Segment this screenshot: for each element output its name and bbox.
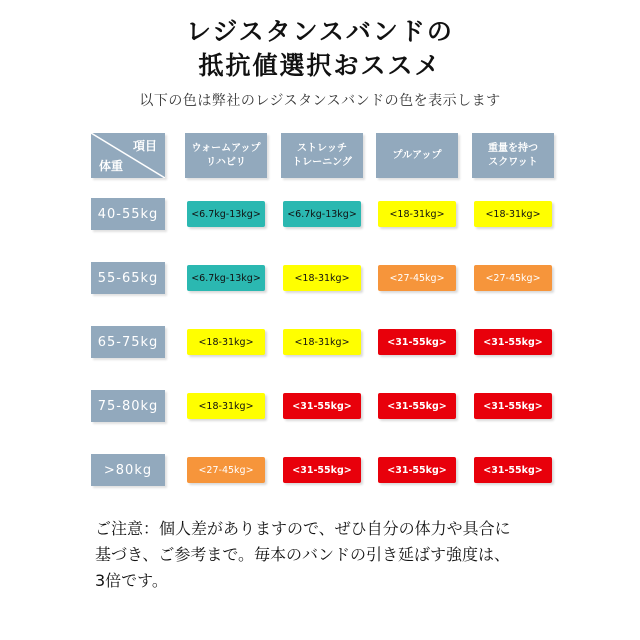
column-header-line-1: プルアップ	[392, 149, 442, 161]
column-header-3	[376, 133, 458, 178]
band-cell-yellow: <18-31kg>	[187, 393, 265, 419]
title-line-1: レジスタンスバンドの	[186, 17, 454, 46]
column-header-line-1: 重量を持つ	[488, 142, 538, 154]
column-header-line-2: リハビリ	[206, 156, 246, 168]
band-cell-yellow: <18-31kg>	[283, 265, 361, 291]
title-line-2: 抵抗値選択おススメ	[198, 51, 442, 80]
row-label-weight: 40-55kg	[91, 198, 165, 230]
row-label-weight: 65-75kg	[91, 326, 165, 358]
row-label-weight: 75-80kg	[91, 390, 165, 422]
band-cell-teal: <6.7kg-13kg>	[187, 201, 265, 227]
band-cell-teal: <6.7kg-13kg>	[187, 265, 265, 291]
column-header-line-2: スクワット	[488, 156, 538, 168]
corner-item-label: 項目	[132, 139, 157, 153]
note-line-1: ご注意：個人差がありますので、ぜひ自分の体力や具合に	[95, 519, 511, 538]
column-header-line-2: トレーニング	[292, 156, 352, 168]
subtitle: 以下の色は弊社のレジスタンスバンドの色を表示します	[139, 93, 501, 109]
band-cell-red: <31-55kg>	[474, 329, 552, 355]
band-cell-yellow: <18-31kg>	[187, 329, 265, 355]
band-cell-orange: <27-45kg>	[474, 265, 552, 291]
row-label-weight: 55-65kg	[91, 262, 165, 294]
band-cell-yellow: <18-31kg>	[474, 201, 552, 227]
note-line-3: 3倍です。	[95, 571, 168, 590]
note-line-2: 基づき、ご参考まで。毎本のバンドの引き延ばす強度は、	[95, 545, 511, 564]
corner-weight-label: 体重	[99, 159, 124, 173]
column-header-2	[281, 133, 363, 178]
column-header-line-1: ストレッチ	[297, 142, 347, 154]
band-cell-red: <31-55kg>	[378, 457, 456, 483]
band-cell-yellow: <18-31kg>	[283, 329, 361, 355]
column-header-4	[472, 133, 554, 178]
band-cell-teal: <6.7kg-13kg>	[283, 201, 361, 227]
band-cell-red: <31-55kg>	[474, 393, 552, 419]
column-header-1	[185, 133, 267, 178]
band-cell-red: <31-55kg>	[283, 457, 361, 483]
band-cell-red: <31-55kg>	[283, 393, 361, 419]
note-text	[95, 516, 565, 594]
column-header-line-1: ウォームアップ	[191, 142, 261, 154]
band-cell-red: <31-55kg>	[474, 457, 552, 483]
band-cell-orange: <27-45kg>	[378, 265, 456, 291]
band-cell-yellow: <18-31kg>	[378, 201, 456, 227]
band-cell-orange: <27-45kg>	[187, 457, 265, 483]
band-cell-red: <31-55kg>	[378, 393, 456, 419]
band-cell-red: <31-55kg>	[378, 329, 456, 355]
table-corner-header	[91, 133, 165, 178]
row-label-weight: >80kg	[91, 454, 165, 486]
